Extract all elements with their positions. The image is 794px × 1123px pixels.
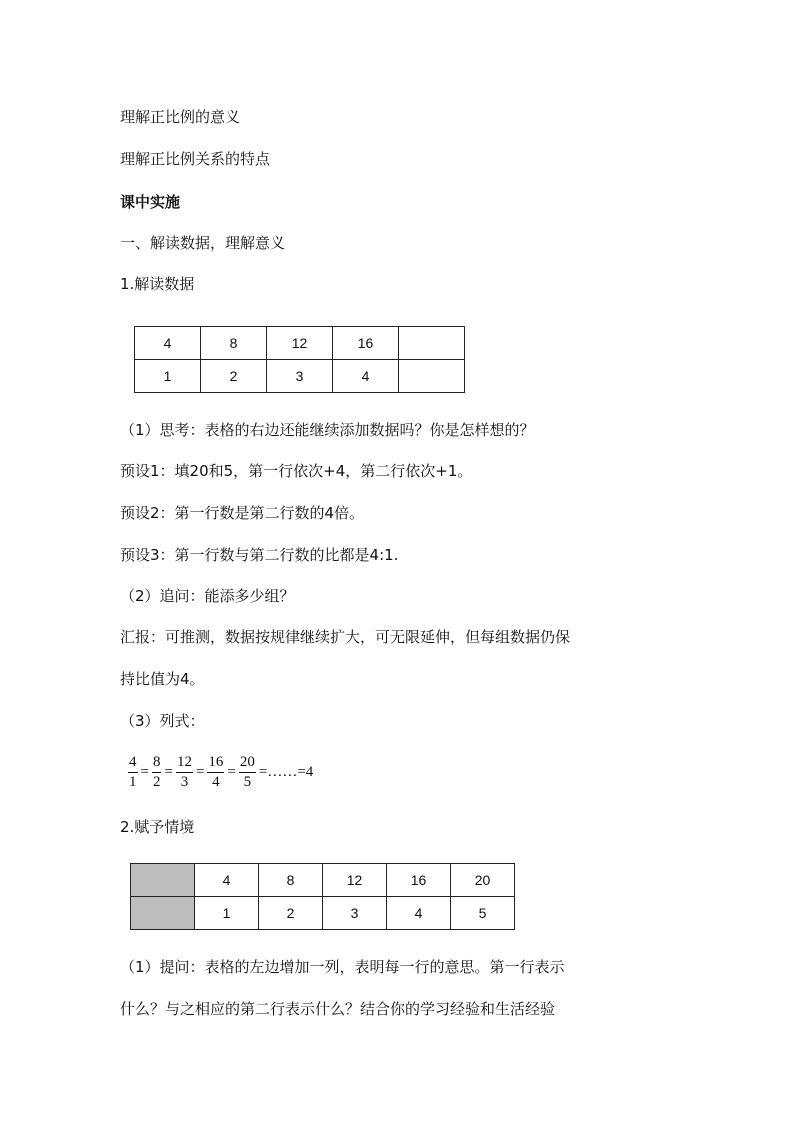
denominator: 3 [180, 773, 189, 790]
denominator: 4 [212, 773, 220, 790]
table-cell: 5 [451, 897, 515, 930]
table-cell: 4 [387, 897, 451, 930]
question-1: （1）思考：表格的右边还能继续添加数据吗？你是怎样想的？ [120, 421, 535, 439]
question-2: （2）追问：能添多少组？ [120, 587, 295, 605]
table-row [131, 864, 515, 897]
header-cell-blank [131, 897, 195, 930]
table-cell: 12 [323, 864, 387, 897]
numerator: 16 [207, 754, 224, 773]
table-cell-empty [399, 327, 465, 360]
table-cell: 8 [259, 864, 323, 897]
table-cell: 16 [333, 327, 399, 360]
section-heading: 课中实施 [120, 193, 181, 211]
equals-sign: = [140, 763, 149, 780]
question-3: （3）列式： [120, 712, 205, 730]
equals-sign: = [195, 763, 205, 780]
objective-2: 理解正比例关系的特点 [120, 150, 271, 168]
step-1-heading: 1.解读数据 [120, 275, 195, 293]
question-4-line-2: 什么？与之相应的第二行表示什么？结合你的学习经验和生活经验 [120, 1000, 556, 1018]
table-cell: 1 [135, 360, 201, 393]
table-row [135, 327, 465, 360]
table-cell: 3 [323, 897, 387, 930]
table-cell: 1 [195, 897, 259, 930]
table-cell: 3 [267, 360, 333, 393]
denominator: 5 [243, 773, 252, 790]
denominator: 2 [152, 773, 161, 790]
numerator: 4 [128, 754, 138, 773]
fraction [128, 754, 138, 790]
preset-1: 预设1：填20和5，第一行依次+4，第二行依次+1。 [120, 462, 473, 480]
denominator: 1 [129, 773, 137, 790]
data-table-1 [134, 326, 465, 393]
table-cell: 16 [387, 864, 451, 897]
table-row [135, 360, 465, 393]
equals-sign: = [164, 763, 173, 780]
table-cell: 4 [135, 327, 201, 360]
numerator: 12 [176, 754, 193, 773]
table-row [131, 897, 515, 930]
preset-3: 预设3：第一行数与第二行数的比都是4:1. [120, 546, 399, 564]
equals-sign: = [227, 763, 236, 780]
numerator: 8 [152, 754, 162, 773]
report-line-2: 持比值为4。 [120, 670, 205, 688]
fraction [207, 754, 224, 790]
table-cell: 12 [267, 327, 333, 360]
table-cell: 4 [333, 360, 399, 393]
fraction [239, 754, 256, 790]
table-cell: 2 [259, 897, 323, 930]
fraction [152, 754, 162, 790]
report-line-1: 汇报：可推测，数据按规律继续扩大，可无限延伸，但每组数据仍保 [120, 628, 571, 646]
step-2-heading: 2.赋予情境 [120, 818, 195, 836]
data-table-2 [130, 863, 515, 930]
equation-tail: =……=4 [258, 763, 314, 780]
ratio-equation [127, 752, 315, 792]
table-cell: 4 [195, 864, 259, 897]
table-cell: 20 [451, 864, 515, 897]
preset-2: 预设2：第一行数是第二行数的4倍。 [120, 504, 365, 522]
header-cell-blank [131, 864, 195, 897]
subsection-heading: 一、解读数据，理解意义 [120, 234, 286, 252]
table-cell: 2 [201, 360, 267, 393]
numerator: 20 [239, 754, 256, 773]
table-cell-empty [399, 360, 465, 393]
table-cell: 8 [201, 327, 267, 360]
fraction [176, 754, 193, 790]
question-4-line-1: （1）提问：表格的左边增加一列，表明每一行的意思。第一行表示 [120, 958, 565, 976]
objective-1: 理解正比例的意义 [120, 108, 241, 126]
